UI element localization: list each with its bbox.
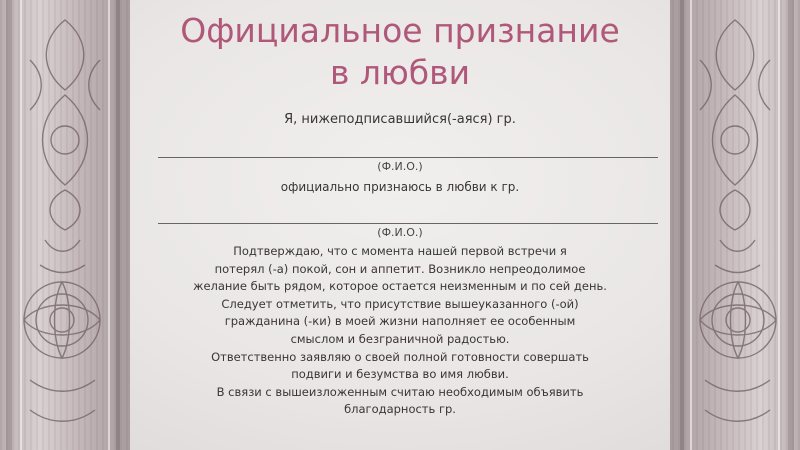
- ornament-border-left: [0, 0, 130, 450]
- body-line: потерял (-а) покой, сон и аппетит. Возникло непреодолимое: [214, 261, 586, 276]
- body-line: желание быть рядом, которое остается неизменным и по сей день.: [193, 279, 607, 294]
- body-line: Ответственно заявляю о своей полной готовности совершать: [211, 349, 589, 364]
- body-line: смыслом и безграничной радостью.: [290, 331, 510, 346]
- body-line: Подтверждаю, что с момента нашей первой встречи я: [233, 244, 567, 258]
- certificate-content: [130, 0, 670, 450]
- body-line: В связи с вышеизложенным считаю необходимым объявить: [216, 384, 584, 399]
- certificate-title: [130, 10, 670, 94]
- body-line: подвиги и безумства во имя любви.: [291, 367, 509, 382]
- body-line: гражданина (-ки) в моей жизни наполняет ее особенным: [224, 314, 576, 329]
- confession-line: официально признаюсь в любви к гр.: [280, 180, 520, 194]
- ornament-left-icon: [0, 0, 130, 450]
- beloved-name-line: [158, 223, 658, 224]
- body-line: благодарность гр.: [344, 402, 456, 417]
- ornament-border-right: [670, 0, 800, 450]
- ornament-right-icon: [670, 0, 800, 450]
- body-line: Следует отметить, что присутствие вышеуказанного (-ой): [221, 296, 579, 311]
- title-line-1: Официальное признание: [180, 11, 620, 50]
- certificate-body: [130, 243, 670, 419]
- title-line-2: в любви: [329, 53, 471, 92]
- fio-caption-2: (Ф.И.О.): [377, 226, 423, 239]
- fio-caption-1: (Ф.И.О.): [377, 160, 423, 173]
- signer-name-line: [158, 157, 658, 158]
- signer-line: Я, нижеподписавшийся(-аяся) гр.: [284, 112, 516, 127]
